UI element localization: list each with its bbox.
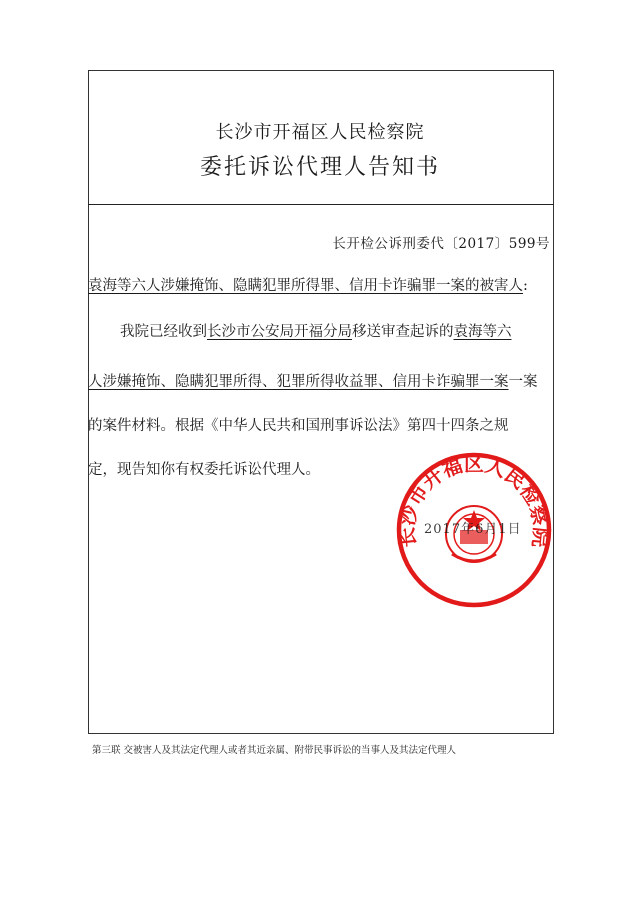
body-text-2b: 一案 <box>508 374 538 390</box>
copy-note-footer: 第三联 交被害人及其法定代理人或者其近亲属、附带民事诉讼的当事人及其法定代理人 <box>92 745 457 756</box>
organization-name: 长沙市开福区人民检察院 <box>215 122 425 143</box>
referring-agency: 长沙市公安局开福分局 <box>207 324 352 340</box>
issue-date: 2017年6月1日 <box>424 522 522 537</box>
body-line-4: 定，现告知你有权委托诉讼代理人。 <box>88 462 320 478</box>
header-divider <box>88 204 554 205</box>
seal-text: 长沙市开福区人民检察院 <box>394 451 554 549</box>
case-name-part-1: 袁海等六 <box>453 324 512 340</box>
document-title: 委托诉讼代理人告知书 <box>199 155 440 180</box>
recipient-name: 袁海等六人涉嫌掩饰、隐瞒犯罪所得罪、信用卡诈骗罪一案的被害人 <box>88 278 523 294</box>
body-line-3: 的案件材料。根据《中华人民共和国刑事诉讼法》第四十四条之规 <box>88 418 509 434</box>
body-line-2 <box>88 372 550 392</box>
body-text-1c: 移送审查起诉的 <box>352 324 454 340</box>
case-name-part-2: 人涉嫌掩饰、隐瞒犯罪所得、犯罪所得收益罪、信用卡诈骗罪一案 <box>88 374 509 390</box>
recipient-colon: : <box>523 278 528 294</box>
body-text-1a: 我院已经收到 <box>120 324 207 340</box>
body-line-1 <box>88 322 550 342</box>
recipient-line <box>88 276 550 296</box>
document-number: 长开检公诉刑委代〔2017〕599号 <box>332 236 550 252</box>
